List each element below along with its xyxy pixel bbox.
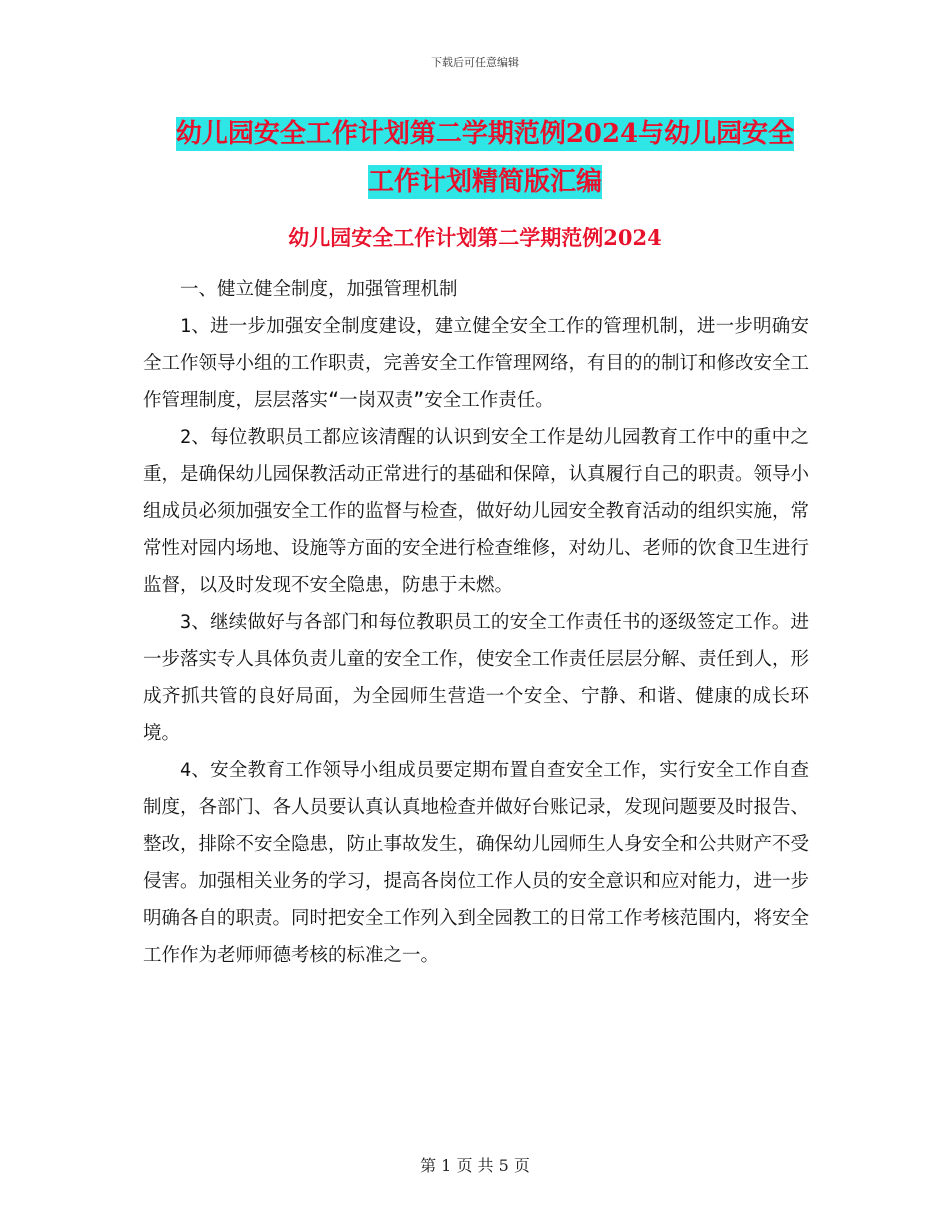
header-note: 下载后可任意编辑 bbox=[431, 56, 519, 69]
main-title-line-1: 幼儿园安全工作计划第二学期范例2024与幼儿园安全 bbox=[175, 119, 795, 149]
main-title-line-2: 工作计划精简版汇编 bbox=[367, 167, 602, 197]
body-text bbox=[143, 271, 809, 974]
main-title bbox=[140, 110, 830, 206]
page-footer: 第 1 页 共 5 页 bbox=[420, 1156, 530, 1175]
paragraph-4: 4、安全教育工作领导小组成员要定期布置自查安全工作，实行安全工作自查制度，各部门、各人员要认真认真地检查并做好台账记录，发现问题要及时报告、整改，排除不安全隐患，防止事故发生，确保幼儿园师生人身安全和公共财产不受侵害。加强相关业务的学习，提高各岗位工作人员的安全意识和应对能力，进一步明确各自的职责。同时把安全工作列入到全园教工的日常工作考核范围内，将安全工作作为老师师德考核的标准之一。 bbox=[143, 760, 810, 966]
paragraph-2: 2、每位教职员工都应该清醒的认识到安全工作是幼儿园教育工作中的重中之重，是确保幼儿园保教活动正常进行的基础和保障，认真履行自己的职责。领导小组成员必须加强安全工作的监督与检查，做好幼儿园安全教育活动的组织实施，常常性对园内场地、设施等方面的安全进行检查维修，对幼儿、老师的饮食卫生进行监督，以及时发现不安全隐患，防患于未燃。 bbox=[143, 427, 810, 596]
paragraph-1: 1、进一步加强安全制度建设，建立健全安全工作的管理机制，进一步明确安全工作领导小组的工作职责，完善安全工作管理网络，有目的的制订和修改安全工作管理制度，层层落实“一岗双责”安全工作责任。 bbox=[143, 316, 810, 411]
sub-title: 幼儿园安全工作计划第二学期范例2024 bbox=[288, 225, 662, 250]
section-heading: 一、健立健全制度，加强管理机制 bbox=[180, 279, 458, 300]
paragraph-3: 3、继续做好与各部门和每位教职员工的安全工作责任书的逐级签定工作。进一步落实专人具体负责儿童的安全工作，使安全工作责任层层分解、责任到人，形成齐抓共管的良好局面，为全园师生营造一个安全、宁静、和谐、健康的成长环境。 bbox=[143, 612, 810, 744]
